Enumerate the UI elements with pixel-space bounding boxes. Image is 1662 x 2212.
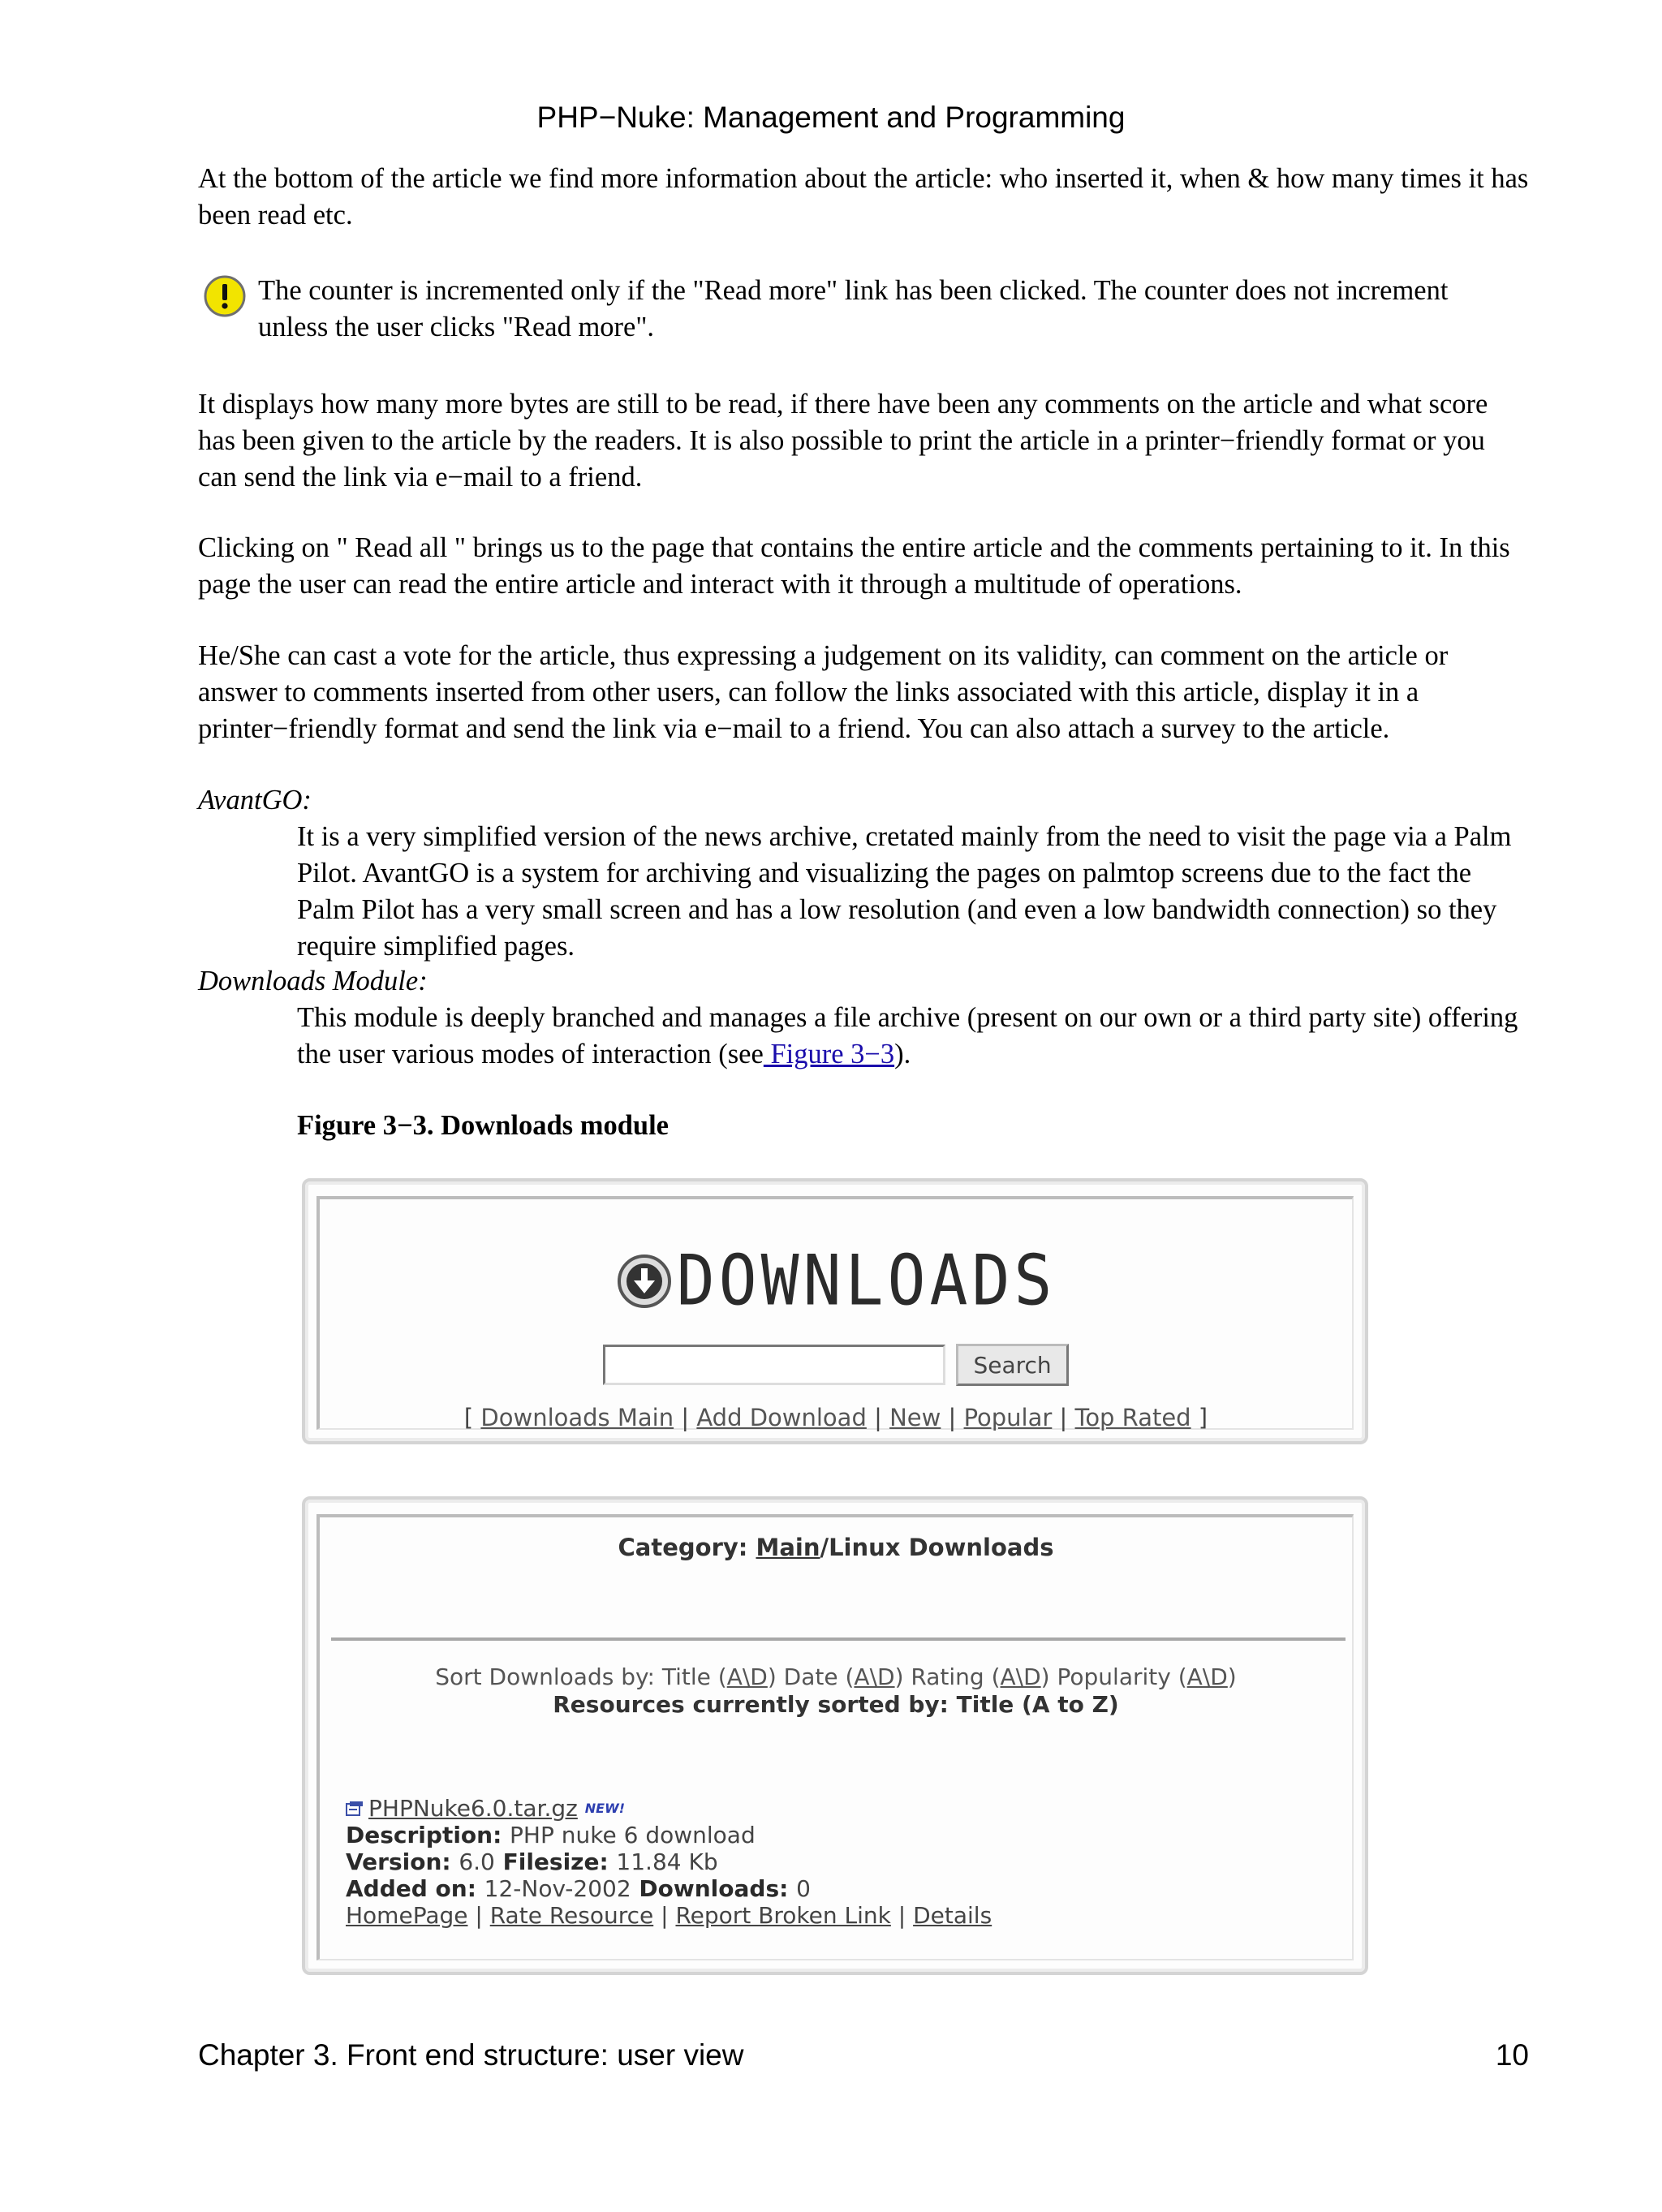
version-label: Version: [346,1848,459,1875]
entry-actions [346,1902,992,1929]
version-value: 6.0 [459,1848,495,1875]
term-downloads: Downloads Module: [198,966,428,996]
downloads-nav [320,1404,1352,1431]
category-path: /Linux Downloads [820,1534,1054,1561]
sort-popularity-link[interactable]: A\D [1186,1663,1228,1690]
nav-add-download[interactable]: Add Download [696,1404,867,1431]
sort-rating-link[interactable]: A\D [1000,1663,1041,1690]
report-broken-link[interactable]: Report Broken Link [675,1902,891,1929]
nav-new[interactable]: New [889,1404,941,1431]
entry-added [346,1875,992,1902]
paragraph-article-info: At the bottom of the article we find more information about the article: who inserted it, when & how many times it has been read etc. [198,163,1529,230]
nav-separator: | [674,1404,697,1431]
warning-icon [203,274,247,318]
entry-filename-link[interactable]: PHPNuke6.0.tar.gz [368,1795,578,1822]
rate-resource-link[interactable]: Rate Resource [489,1902,654,1929]
downloads-logo-text: DOWNLOADS [676,1241,1057,1322]
nav-top-rated[interactable]: Top Rated [1074,1404,1191,1431]
sort-title-label: Sort Downloads by: Title ( [435,1663,727,1690]
downloads-header-panel [302,1178,1368,1444]
category-label: Category: [618,1534,756,1561]
sort-popularity-label: ) Popularity ( [1040,1663,1187,1690]
entry-title-row [346,1795,992,1822]
nav-close-bracket: ] [1191,1404,1208,1431]
link-separator: | [653,1902,676,1929]
running-header: PHP−Nuke: Management and Programming [536,101,1126,134]
nav-popular[interactable]: Popular [963,1404,1053,1431]
filesize-label: Filesize: [494,1848,617,1875]
nav-downloads-main[interactable]: Downloads Main [480,1404,674,1431]
nav-open-bracket: [ [463,1404,481,1431]
footer-page-number: 10 [1495,2038,1529,2072]
search-button[interactable]: Search [956,1344,1068,1386]
sort-options [320,1663,1352,1719]
filesize-value: 11.84 Kb [616,1848,718,1875]
details-link[interactable]: Details [913,1902,992,1929]
category-title [320,1534,1352,1561]
file-icon [346,1801,364,1818]
link-separator: | [890,1902,914,1929]
search-input[interactable] [603,1345,945,1385]
sorted-by-status: Resources currently sorted by: Title (A to Z) [553,1691,1119,1718]
definition-downloads-close: ). [894,1039,911,1069]
downloads-header-frame [316,1196,1354,1430]
paragraph-bytes: It displays how many more bytes are still to be read, if there have been any comments on the article and what score has been given to the article by the readers. It is also possible to print the article in a printer−friendly format or you can send the link via e−mail to a friend. [198,389,1488,493]
downloads-count-value: 0 [796,1875,811,1902]
entry-version-size [346,1848,992,1875]
homepage-link[interactable]: HomePage [346,1902,468,1929]
added-label: Added on: [346,1875,484,1902]
downloads-category-panel [302,1496,1368,1975]
definition-downloads-text: This module is deeply branched and manages a file archive (present on our own or a third party site) offering the user various modes of interaction (see [297,1002,1518,1069]
downloads-logo [320,1241,1352,1322]
paragraph-vote: He/She can cast a vote for the article, thus expressing a judgement on its validity, can comment on the article or answer to comments inserted from other users, can follow the links associated with this article, display it in a printer−friendly format and send the link via e−mail to a friend. You can also attach a survey to the article. [198,640,1449,744]
divider [331,1637,1346,1641]
entry-description [346,1822,992,1848]
new-badge: NEW! [584,1801,626,1816]
sort-date-link[interactable]: A\D [854,1663,895,1690]
figure-title: Figure 3−3. Downloads module [297,1110,669,1141]
added-value: 12-Nov-2002 [484,1875,631,1902]
downloads-category-frame [316,1514,1354,1960]
downloads-count-label: Downloads: [631,1875,797,1902]
term-avantgo: AvantGO: [198,785,312,816]
sort-date-label: ) Date ( [767,1663,855,1690]
sort-title-link[interactable]: A\D [726,1663,768,1690]
figure-link[interactable]: Figure 3−3 [763,1039,895,1069]
category-main-link[interactable]: Main [756,1534,820,1561]
definition-avantgo: It is a very simplified version of the news archive, cretated mainly from the need to visit the page via a Palm Pilot. AvantGO is a system for archiving and visualizing the pages on palmtop screens due to the fact the Palm Pilot has a very small screen and has a low resolution (and even a low bandwidth connection) so they require simplified pages. [297,821,1512,962]
download-entry [346,1795,992,1929]
footer-chapter: Chapter 3. Front end structure: user view [198,2038,744,2072]
description-value: PHP nuke 6 download [510,1822,756,1848]
sort-links [320,1663,1352,1691]
link-separator: | [467,1902,490,1929]
download-arrow-icon [616,1253,673,1310]
sort-close: ) [1227,1663,1237,1690]
paragraph-read-all: Clicking on " Read all " brings us to the page that contains the entire article and the comments pertaining to it. In this page the user can read the entire article and interact with it through a multitude of operations. [198,532,1510,600]
definition-downloads [297,1000,1531,1073]
description-label: Description: [346,1822,510,1848]
search-row [320,1344,1352,1386]
note-counter: The counter is incremented only if the "Read more" link has been clicked. The counter does not increment unless the user clicks "Read more". [258,275,1449,342]
nav-separator: | [1052,1404,1075,1431]
sort-rating-label: ) Rating ( [894,1663,1001,1690]
nav-separator: | [941,1404,964,1431]
nav-separator: | [866,1404,890,1431]
